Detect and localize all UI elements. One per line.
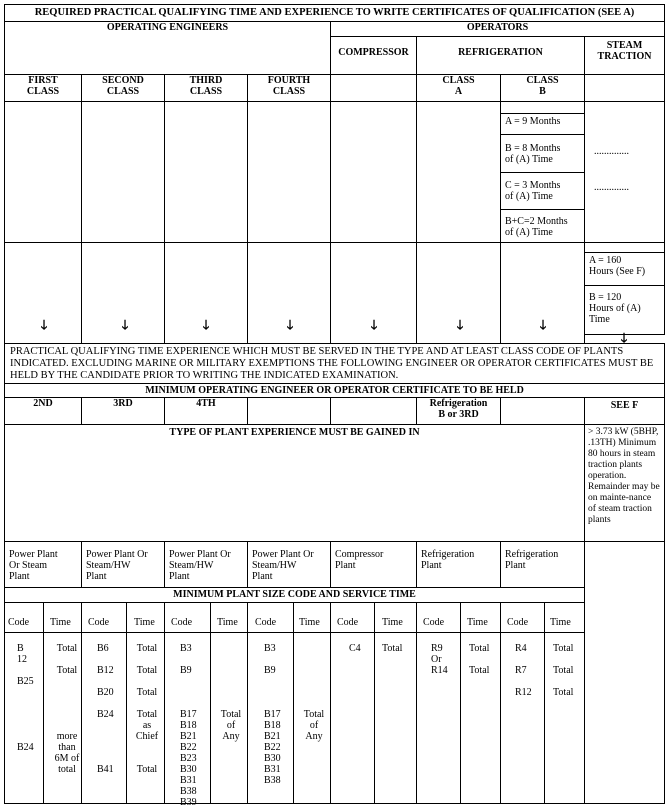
- code-header: Code: [171, 617, 193, 628]
- down-arrow-icon: 🡓: [202, 317, 210, 332]
- first-time-cell: [4, 101, 82, 243]
- size-code-first: B 12 B25 B24: [17, 643, 34, 753]
- see-f: SEE F: [584, 397, 665, 425]
- down-arrow-icon: 🡓: [620, 330, 628, 345]
- steam-bottom-blank: [584, 541, 665, 804]
- code-header: Code: [8, 617, 30, 628]
- size-time-first: Total Total more than 6M of total: [54, 643, 80, 775]
- min-cert-first: 2ND: [4, 397, 82, 425]
- min-cert-title: MINIMUM OPERATING ENGINEER OR OPERATOR CERTIFICATE TO BE HELD: [4, 383, 665, 398]
- down-arrow-icon: 🡓: [456, 317, 464, 332]
- code-header: Code: [337, 617, 359, 628]
- min-cert-second: 3RD: [81, 397, 165, 425]
- table-title: REQUIRED PRACTICAL QUALIFYING TIME AND EXPERIENCE TO WRITE CERTIFICATES OF QUALIFICATION (SEE A): [4, 4, 665, 22]
- size-code-third: B3 B9 B17 B18 B21 B22 B23 B30 B31 B38 B39: [180, 643, 197, 808]
- size-code-refrig-a: R9 Or R14: [431, 643, 448, 676]
- class-b-time-a: A = 9 Months: [500, 113, 585, 135]
- code-header: Code: [88, 617, 110, 628]
- class-b-time-bc: B+C=2 Months of (A) Time: [500, 209, 585, 243]
- plant-type-refrig-a: Refrigeration Plant: [416, 541, 501, 588]
- down-arrow-icon: 🡓: [121, 317, 129, 332]
- plant-type-compressor: Compressor Plant: [330, 541, 417, 588]
- time-header: Time: [50, 617, 71, 628]
- code-header: Code: [507, 617, 529, 628]
- second-time-cell: [81, 101, 165, 243]
- steam-time-b: B = 120 Hours of (A) Time: [584, 285, 665, 335]
- steam-dots-2: ..............: [594, 182, 629, 193]
- min-cert-compressor: [330, 397, 417, 425]
- size-time-refrig-a: Total Total: [469, 643, 490, 676]
- time-header: Time: [467, 617, 488, 628]
- class-a-time-cell: [416, 101, 501, 243]
- plant-type-third: Power Plant Or Steam/HW Plant: [164, 541, 248, 588]
- down-arrow-icon: 🡓: [40, 317, 48, 332]
- size-code-second: B6 B12 B20 B24 B41: [97, 643, 114, 775]
- time-header: Time: [382, 617, 403, 628]
- size-code-compressor: C4: [349, 643, 361, 654]
- operating-engineers-header: OPERATING ENGINEERS: [4, 21, 331, 75]
- min-cert-fourth: [247, 397, 331, 425]
- min-cert-refrig-a: Refrigeration B or 3RD: [416, 397, 501, 425]
- compressor-class-blank: [330, 74, 417, 102]
- plant-type-second: Power Plant Or Steam/HW Plant: [81, 541, 165, 588]
- fourth-class-header: FOURTH CLASS: [247, 74, 331, 102]
- size-code-title: MINIMUM PLANT SIZE CODE AND SERVICE TIME: [4, 587, 585, 603]
- size-time-refrig-b: Total Total Total: [553, 643, 574, 698]
- third-class-header: THIRD CLASS: [164, 74, 248, 102]
- size-time-second: Total Total Total Total as Chief Total: [135, 643, 159, 775]
- third-time-cell: [164, 101, 248, 243]
- time-header: Time: [550, 617, 571, 628]
- size-time-fourth: Total of Any: [303, 709, 325, 742]
- steam-class-blank: [584, 74, 665, 102]
- operators-header: OPERATORS: [330, 21, 665, 37]
- down-arrow-icon: 🡓: [370, 317, 378, 332]
- class-b-time-b: B = 8 Months of (A) Time: [500, 134, 585, 173]
- down-arrow-icon: 🡓: [286, 317, 294, 332]
- code-header: Code: [255, 617, 277, 628]
- compressor-time-cell: [330, 101, 417, 243]
- size-time-third: Total of Any: [220, 709, 242, 742]
- plant-experience-title: TYPE OF PLANT EXPERIENCE MUST BE GAINED IN: [4, 424, 585, 542]
- steam-time-a: A = 160 Hours (See F): [584, 252, 665, 286]
- down-arrow-icon: 🡓: [539, 317, 547, 332]
- size-code-refrig-b: R4 R7 R12: [515, 643, 532, 698]
- min-cert-third: 4TH: [164, 397, 248, 425]
- second-class-header: SECOND CLASS: [81, 74, 165, 102]
- steam-time-cell: [584, 101, 665, 243]
- min-cert-refrig-b: [500, 397, 585, 425]
- size-time-compressor: Total: [382, 643, 403, 654]
- compressor-header: COMPRESSOR: [330, 36, 417, 75]
- plant-type-fourth: Power Plant Or Steam/HW Plant: [247, 541, 331, 588]
- plant-type-refrig-b: Refrigeration Plant: [500, 541, 585, 588]
- practical-note: PRACTICAL QUALIFYING TIME EXPERIENCE WHICH MUST BE SERVED IN THE TYPE AND AT LEAST CLASS CODE OF PLANTS INDICATED. EXCLUDING MARINE OR MILITARY EXEMPTIONS THE FOLLOWING ENGINEER OR OPERATOR CERTIFICATES MUST BE HELD BY THE CANDIDATE PRIOR TO WRITING THE INDICATED EXAMINATION.: [4, 343, 665, 384]
- code-header-divider: [4, 632, 585, 633]
- time-header: Time: [217, 617, 238, 628]
- class-b-header: CLASS B: [500, 74, 585, 102]
- size-code-fourth: B3 B9 B17 B18 B21 B22 B30 B31 B38: [264, 643, 281, 786]
- code-header: Code: [423, 617, 445, 628]
- steam-traction-note: > 3.73 kW (5BHP, .13TH) Minimum 80 hours in steam traction plants operation. Remainder may be on mainte-nance of steam traction plants: [584, 424, 665, 542]
- time-header: Time: [299, 617, 320, 628]
- fourth-time-cell: [247, 101, 331, 243]
- plant-type-first: Power Plant Or Steam Plant: [4, 541, 82, 588]
- time-header: Time: [134, 617, 155, 628]
- steam-dots-1: ..............: [594, 146, 629, 157]
- qualification-requirements-table: [4, 4, 665, 808]
- steam-traction-header: STEAM TRACTION: [584, 36, 665, 75]
- refrigeration-header: REFRIGERATION: [416, 36, 585, 75]
- class-a-header: CLASS A: [416, 74, 501, 102]
- class-b-time-c: C = 3 Months of (A) Time: [500, 172, 585, 210]
- first-class-header: FIRST CLASS: [4, 74, 82, 102]
